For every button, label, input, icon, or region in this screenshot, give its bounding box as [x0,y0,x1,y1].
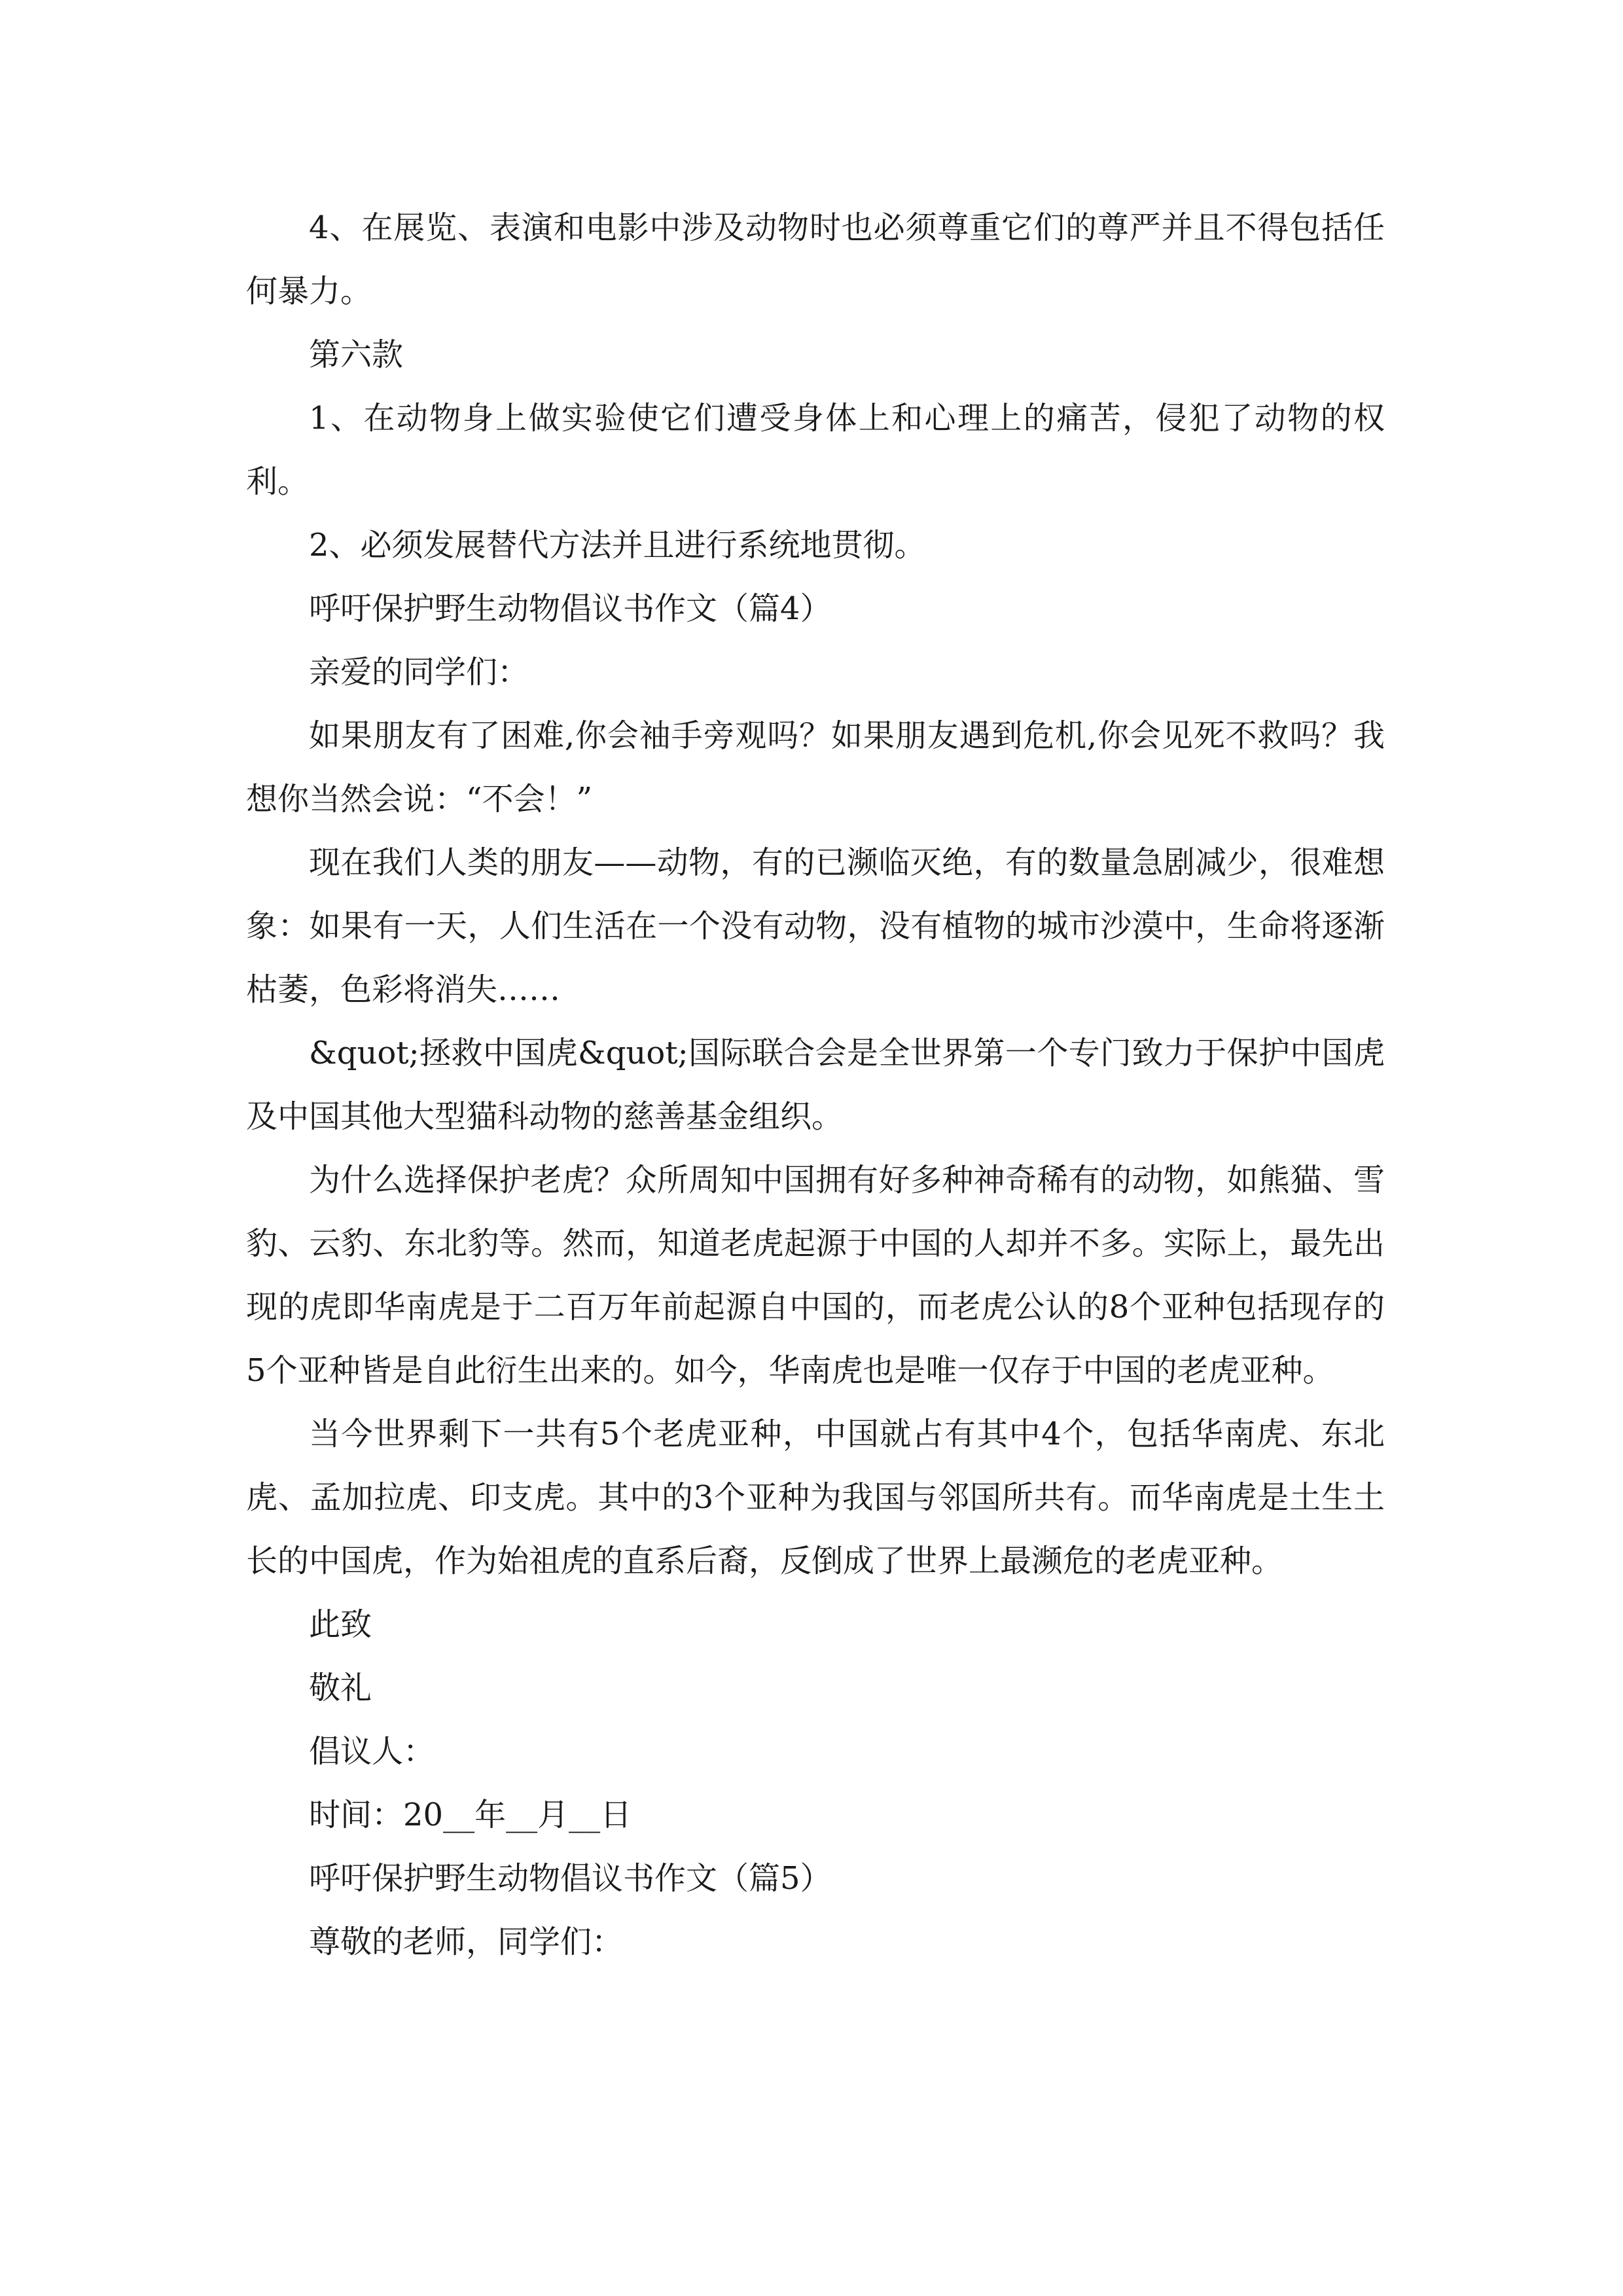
signature-initiator: 倡议人： [309,1733,435,1770]
paragraph-save-china-tigers: &quot;拯救中国虎&quot;国际联合会是全世界第一个专门致力于保护中国虎及中国其他大型猫科动物的慈善基金组织。 [246,1035,1385,1135]
document-body [246,196,1385,1974]
essay-title-5: 呼吁保护野生动物倡议书作文（篇5） [309,1860,832,1897]
paragraph-why-tigers: 为什么选择保护老虎？众所周知中国拥有好多种神奇稀有的动物，如熊猫、雪豹、云豹、东北豹等。然而，知道老虎起源于中国的人却并不多。实际上，最先出现的虎即华南虎是于二百万年前起源自中国的，而老虎公认的8个亚种包括现存的5个亚种皆是自此衍生出来的。如今，华南虎也是唯一仅存于中国的老虎亚种。 [246,1162,1385,1389]
paragraph-item-1: 1、在动物身上做实验使它们遭受身体上和心理上的痛苦，侵犯了动物的权利。 [246,400,1385,500]
paragraph-tiger-subspecies: 当今世界剩下一共有5个老虎亚种，中国就占有其中4个，包括华南虎、东北虎、孟加拉虎、印支虎。其中的3个亚种为我国与邻国所共有。而华南虎是土生土长的中国虎，作为始祖虎的直系后裔，反倒成了世界上最濒危的老虎亚种。 [246,1416,1385,1579]
closing-jingli: 敬礼 [309,1670,372,1706]
paragraph-item-2: 2、必须发展替代方法并且进行系统地贯彻。 [309,527,926,564]
signature-date: 时间：20__年__月__日 [309,1797,632,1833]
closing-cizhi: 此致 [309,1606,372,1643]
paragraph-item-4: 4、在展览、表演和电影中涉及动物时也必须尊重它们的尊严并且不得包括任何暴力。 [246,209,1385,310]
paragraph-animals: 现在我们人类的朋友——动物，有的已濒临灭绝，有的数量急剧减少，很难想象：如果有一天，人们生活在一个没有动物，没有植物的城市沙漠中，生命将逐渐枯萎，色彩将消失…… [246,844,1385,1008]
salutation-teachers: 尊敬的老师，同学们： [309,1924,624,1960]
section-heading-article-6: 第六款 [309,336,404,373]
salutation: 亲爱的同学们： [309,654,529,691]
paragraph-friends: 如果朋友有了困难,你会袖手旁观吗？如果朋友遇到危机,你会见死不救吗？我想你当然会说：“不会！” [246,717,1385,817]
essay-title-4: 呼吁保护野生动物倡议书作文（篇4） [309,590,832,627]
